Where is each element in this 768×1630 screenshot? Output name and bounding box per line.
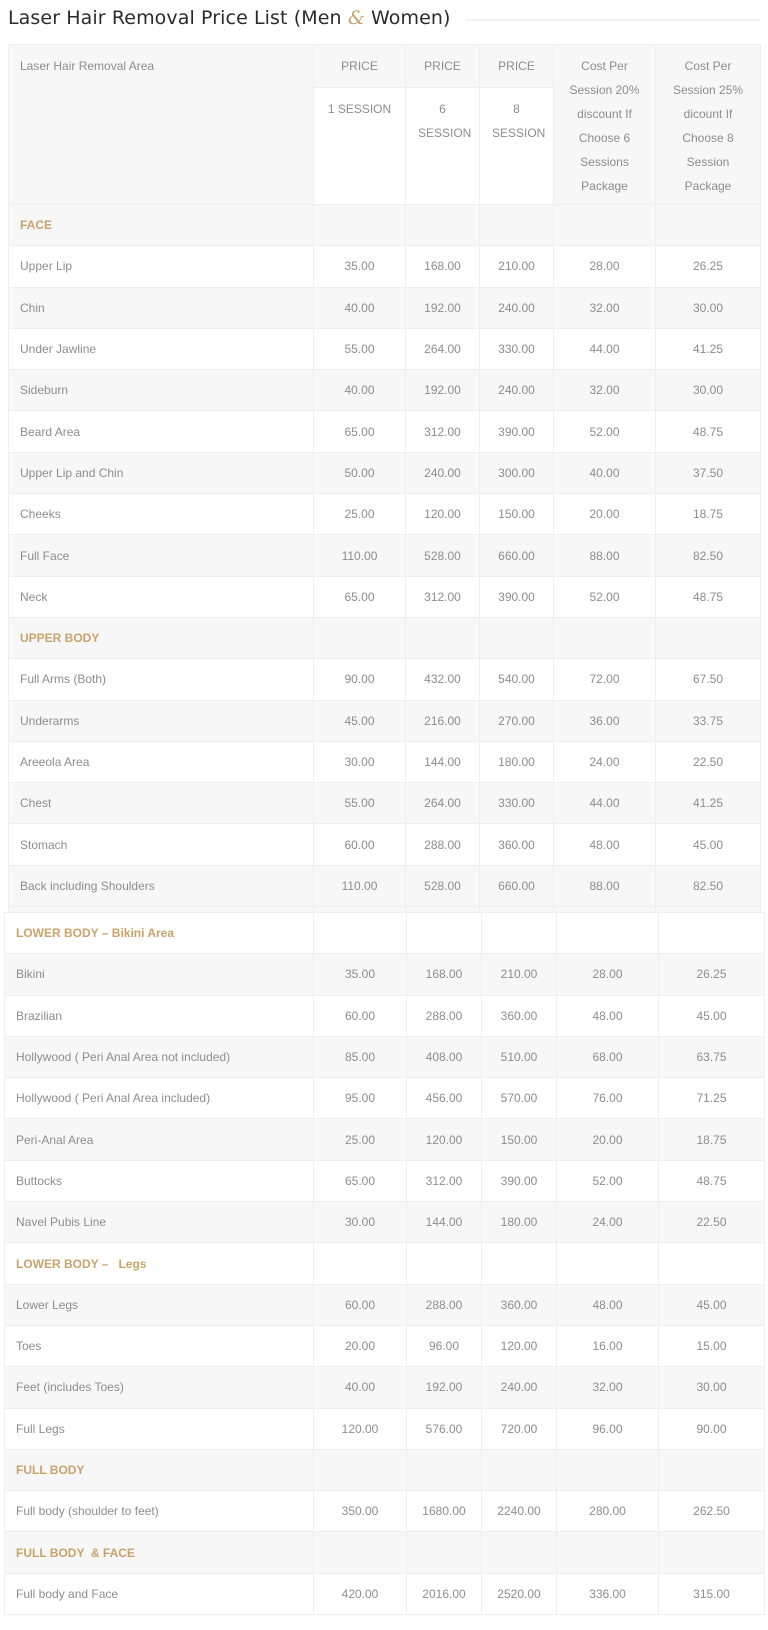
cost-25-cell: 45.00 — [656, 824, 761, 865]
table-row — [9, 246, 761, 287]
price-1-cell: 55.00 — [314, 328, 406, 369]
table-row — [9, 287, 761, 328]
section-label: UPPER BODY — [9, 617, 314, 658]
area-cell: Cheeks — [9, 494, 314, 535]
cost-25-cell: 48.75 — [659, 1160, 765, 1201]
cost-25-cell: 22.50 — [659, 1202, 765, 1243]
price-6-cell: 264.00 — [406, 783, 480, 824]
price-6-cell: 192.00 — [406, 370, 480, 411]
price-6-cell: 576.00 — [407, 1408, 482, 1449]
price-6-cell: 264.00 — [406, 328, 480, 369]
price-1-cell: 25.00 — [314, 1119, 407, 1160]
cost-25-cell: 45.00 — [659, 995, 765, 1036]
area-cell: Peri-Anal Area — [5, 1119, 314, 1160]
price-8-cell: 240.00 — [480, 370, 554, 411]
cost-25-cell: 90.00 — [659, 1408, 765, 1449]
area-cell: Full Arms (Both) — [9, 659, 314, 700]
area-cell: Brazilian — [5, 995, 314, 1036]
price-6-cell: 120.00 — [406, 494, 480, 535]
price-8-cell: 240.00 — [480, 287, 554, 328]
price-6-cell: 312.00 — [406, 411, 480, 452]
price-6-cell: 408.00 — [407, 1036, 482, 1077]
section-row-upper-body — [9, 617, 761, 658]
table-row — [5, 1202, 765, 1243]
table-row — [9, 659, 761, 700]
table-row — [9, 370, 761, 411]
area-cell: Neck — [9, 576, 314, 617]
price-8-cell: 330.00 — [480, 328, 554, 369]
cost-25-cell: 63.75 — [659, 1036, 765, 1077]
price-1-cell: 25.00 — [314, 494, 406, 535]
price-1-cell: 110.00 — [314, 865, 406, 906]
cost-25-cell: 18.75 — [656, 494, 761, 535]
cost-20-cell: 52.00 — [554, 411, 656, 452]
title-row — [8, 0, 760, 36]
price-8-cell: 2520.00 — [482, 1573, 557, 1614]
price-1-cell: 90.00 — [314, 659, 406, 700]
cost-25-cell: 15.00 — [659, 1325, 765, 1366]
area-cell: Bikini — [5, 954, 314, 995]
table-row — [5, 995, 765, 1036]
cost-25-cell: 67.50 — [656, 659, 761, 700]
price-1-cell: 40.00 — [314, 287, 406, 328]
cost-25-cell: 33.75 — [656, 700, 761, 741]
area-cell: Beard Area — [9, 411, 314, 452]
price-8-cell: 360.00 — [482, 1284, 557, 1325]
price-1-cell: 65.00 — [314, 411, 406, 452]
cost-25-cell: 26.25 — [659, 954, 765, 995]
price-6-cell: 288.00 — [407, 1284, 482, 1325]
section-label: FACE — [9, 205, 314, 246]
price-1-cell: 95.00 — [314, 1078, 407, 1119]
price-1-cell: 85.00 — [314, 1036, 407, 1077]
cost-25-cell: 30.00 — [656, 370, 761, 411]
cost-20-cell: 52.00 — [554, 576, 656, 617]
section-label: FULL BODY — [5, 1449, 314, 1490]
header-cost-25: Cost Per Session 25% dicount If Choose 8 Session Package — [656, 45, 761, 205]
price-1-cell: 60.00 — [314, 995, 407, 1036]
price-1-cell: 30.00 — [314, 1202, 407, 1243]
table-row — [5, 1078, 765, 1119]
cost-20-cell: 32.00 — [554, 287, 656, 328]
cost-25-cell: 26.25 — [656, 246, 761, 287]
table-row — [5, 1408, 765, 1449]
price-1-cell: 50.00 — [314, 452, 406, 493]
price-6-cell: 216.00 — [406, 700, 480, 741]
header-price-6-sub: 6 SESSION — [406, 88, 480, 205]
price-6-cell: 288.00 — [407, 995, 482, 1036]
cost-25-cell: 41.25 — [656, 783, 761, 824]
price-8-cell: 2240.00 — [482, 1491, 557, 1532]
price-1-cell: 350.00 — [314, 1491, 407, 1532]
table-row — [5, 954, 765, 995]
area-cell: Full body (shoulder to feet) — [5, 1491, 314, 1532]
area-cell: Under Jawline — [9, 328, 314, 369]
table-row — [5, 1325, 765, 1366]
price-8-cell: 570.00 — [482, 1078, 557, 1119]
price-8-cell: 270.00 — [480, 700, 554, 741]
cost-25-cell: 48.75 — [656, 576, 761, 617]
table-row — [9, 865, 761, 906]
title-divider — [465, 19, 760, 21]
cost-25-cell: 18.75 — [659, 1119, 765, 1160]
title-text-1: Laser Hair Removal Price List (Men — [8, 7, 348, 29]
cost-20-cell: 20.00 — [554, 494, 656, 535]
section-row-full-body — [5, 1449, 765, 1490]
header-price-1-top: PRICE — [314, 45, 406, 88]
area-cell: Chin — [9, 287, 314, 328]
area-cell: Full Legs — [5, 1408, 314, 1449]
cost-25-cell: 315.00 — [659, 1573, 765, 1614]
table-row — [9, 783, 761, 824]
section-label: LOWER BODY – Bikini Area — [5, 913, 314, 954]
header-price-8-sub: 8 SESSION — [480, 88, 554, 205]
price-6-cell: 2016.00 — [407, 1573, 482, 1614]
area-cell: Sideburn — [9, 370, 314, 411]
price-1-cell: 35.00 — [314, 246, 406, 287]
section-row-full-body-face — [5, 1532, 765, 1573]
cost-25-cell: 45.00 — [659, 1284, 765, 1325]
area-cell: Upper Lip — [9, 246, 314, 287]
area-cell: Toes — [5, 1325, 314, 1366]
table-row — [5, 1491, 765, 1532]
cost-25-cell: 71.25 — [659, 1078, 765, 1119]
header-row — [9, 45, 761, 88]
cost-20-cell: 88.00 — [554, 535, 656, 576]
cost-20-cell: 40.00 — [554, 452, 656, 493]
table-row — [5, 1036, 765, 1077]
cost-20-cell: 68.00 — [557, 1036, 659, 1077]
area-cell: Full body and Face — [5, 1573, 314, 1614]
header-price-8-top: PRICE — [480, 45, 554, 88]
cost-20-cell: 72.00 — [554, 659, 656, 700]
table-row — [5, 1119, 765, 1160]
price-6-cell: 120.00 — [407, 1119, 482, 1160]
price-1-cell: 55.00 — [314, 783, 406, 824]
table-row — [9, 535, 761, 576]
section-label: LOWER BODY – Legs — [5, 1243, 314, 1284]
price-1-cell: 420.00 — [314, 1573, 407, 1614]
price-8-cell: 660.00 — [480, 535, 554, 576]
price-1-cell: 35.00 — [314, 954, 407, 995]
section-row-lower-body-legs — [5, 1243, 765, 1284]
title-ampersand: & — [347, 7, 365, 29]
price-8-cell: 390.00 — [482, 1160, 557, 1201]
area-cell: Hollywood ( Peri Anal Area not included) — [5, 1036, 314, 1077]
table-row — [5, 1367, 765, 1408]
page-title — [8, 7, 451, 29]
price-6-cell: 96.00 — [407, 1325, 482, 1366]
price-table-lower-full-body — [4, 912, 765, 1615]
price-1-cell: 60.00 — [314, 1284, 407, 1325]
price-8-cell: 660.00 — [480, 865, 554, 906]
price-8-cell: 240.00 — [482, 1367, 557, 1408]
cost-25-cell: 262.50 — [659, 1491, 765, 1532]
price-1-cell: 20.00 — [314, 1325, 407, 1366]
price-6-cell: 312.00 — [407, 1160, 482, 1201]
price-1-cell: 60.00 — [314, 824, 406, 865]
price-8-cell: 120.00 — [482, 1325, 557, 1366]
price-6-cell: 528.00 — [406, 865, 480, 906]
price-8-cell: 390.00 — [480, 576, 554, 617]
cost-25-cell: 30.00 — [659, 1367, 765, 1408]
area-cell: Full Face — [9, 535, 314, 576]
header-area: Laser Hair Removal Area — [9, 45, 314, 205]
price-1-cell: 120.00 — [314, 1408, 407, 1449]
cost-20-cell: 96.00 — [557, 1408, 659, 1449]
price-6-cell: 288.00 — [406, 824, 480, 865]
price-8-cell: 150.00 — [480, 494, 554, 535]
price-8-cell: 150.00 — [482, 1119, 557, 1160]
price-6-cell: 240.00 — [406, 452, 480, 493]
price-8-cell: 510.00 — [482, 1036, 557, 1077]
cost-20-cell: 280.00 — [557, 1491, 659, 1532]
area-cell: Stomach — [9, 824, 314, 865]
area-cell: Navel Pubis Line — [5, 1202, 314, 1243]
area-cell: Lower Legs — [5, 1284, 314, 1325]
price-8-cell: 360.00 — [480, 824, 554, 865]
cost-20-cell: 16.00 — [557, 1325, 659, 1366]
area-cell: Feet (includes Toes) — [5, 1367, 314, 1408]
price-6-cell: 528.00 — [406, 535, 480, 576]
cost-25-cell: 48.75 — [656, 411, 761, 452]
table-row — [5, 1284, 765, 1325]
cost-20-cell: 48.00 — [557, 1284, 659, 1325]
cost-20-cell: 48.00 — [557, 995, 659, 1036]
cost-25-cell: 37.50 — [656, 452, 761, 493]
price-6-cell: 432.00 — [406, 659, 480, 700]
section-row-face — [9, 205, 761, 246]
table-row — [5, 1160, 765, 1201]
cost-20-cell: 88.00 — [554, 865, 656, 906]
table-row — [5, 1573, 765, 1614]
area-cell: Hollywood ( Peri Anal Area included) — [5, 1078, 314, 1119]
price-6-cell: 192.00 — [406, 287, 480, 328]
area-cell: Chest — [9, 783, 314, 824]
price-8-cell: 180.00 — [480, 741, 554, 782]
cost-20-cell: 32.00 — [557, 1367, 659, 1408]
price-8-cell: 180.00 — [482, 1202, 557, 1243]
price-1-cell: 40.00 — [314, 1367, 407, 1408]
price-1-cell: 65.00 — [314, 576, 406, 617]
area-cell: Back including Shoulders — [9, 865, 314, 906]
cost-20-cell: 24.00 — [554, 741, 656, 782]
table-row — [9, 411, 761, 452]
price-8-cell: 720.00 — [482, 1408, 557, 1449]
table-row — [9, 328, 761, 369]
cost-20-cell: 24.00 — [557, 1202, 659, 1243]
cost-25-cell: 30.00 — [656, 287, 761, 328]
cost-20-cell: 28.00 — [554, 246, 656, 287]
table-row — [9, 741, 761, 782]
table-row — [9, 824, 761, 865]
header-price-1-sub: 1 SESSION — [314, 88, 406, 205]
cost-20-cell: 20.00 — [557, 1119, 659, 1160]
cost-25-cell: 22.50 — [656, 741, 761, 782]
price-6-cell: 144.00 — [407, 1202, 482, 1243]
price-8-cell: 210.00 — [480, 246, 554, 287]
area-cell: Areeola Area — [9, 741, 314, 782]
title-text-2: Women) — [364, 7, 451, 29]
price-8-cell: 390.00 — [480, 411, 554, 452]
price-6-cell: 312.00 — [406, 576, 480, 617]
price-6-cell: 168.00 — [406, 246, 480, 287]
header-price-6-top: PRICE — [406, 45, 480, 88]
price-6-cell: 168.00 — [407, 954, 482, 995]
cost-20-cell: 44.00 — [554, 783, 656, 824]
price-1-cell: 110.00 — [314, 535, 406, 576]
table-row — [9, 452, 761, 493]
table-row — [9, 494, 761, 535]
price-6-cell: 192.00 — [407, 1367, 482, 1408]
price-table-face-upper-body — [8, 44, 761, 913]
price-6-cell: 144.00 — [406, 741, 480, 782]
price-8-cell: 330.00 — [480, 783, 554, 824]
cost-20-cell: 76.00 — [557, 1078, 659, 1119]
area-cell: Buttocks — [5, 1160, 314, 1201]
price-6-cell: 456.00 — [407, 1078, 482, 1119]
table-row — [9, 576, 761, 617]
price-1-cell: 40.00 — [314, 370, 406, 411]
price-8-cell: 540.00 — [480, 659, 554, 700]
cost-20-cell: 336.00 — [557, 1573, 659, 1614]
section-row-lower-body-bikini — [5, 913, 765, 954]
cost-20-cell: 36.00 — [554, 700, 656, 741]
price-6-cell: 1680.00 — [407, 1491, 482, 1532]
area-cell: Upper Lip and Chin — [9, 452, 314, 493]
price-1-cell: 30.00 — [314, 741, 406, 782]
header-cost-20: Cost Per Session 20% discount If Choose 6 Sessions Package — [554, 45, 656, 205]
cost-20-cell: 44.00 — [554, 328, 656, 369]
area-cell: Underarms — [9, 700, 314, 741]
price-8-cell: 300.00 — [480, 452, 554, 493]
cost-20-cell: 28.00 — [557, 954, 659, 995]
price-8-cell: 360.00 — [482, 995, 557, 1036]
section-label: FULL BODY & FACE — [5, 1532, 314, 1573]
cost-25-cell: 82.50 — [656, 535, 761, 576]
table-row — [9, 700, 761, 741]
cost-20-cell: 32.00 — [554, 370, 656, 411]
price-8-cell: 210.00 — [482, 954, 557, 995]
price-1-cell: 65.00 — [314, 1160, 407, 1201]
price-1-cell: 45.00 — [314, 700, 406, 741]
cost-25-cell: 41.25 — [656, 328, 761, 369]
cost-20-cell: 52.00 — [557, 1160, 659, 1201]
cost-20-cell: 48.00 — [554, 824, 656, 865]
cost-25-cell: 82.50 — [656, 865, 761, 906]
